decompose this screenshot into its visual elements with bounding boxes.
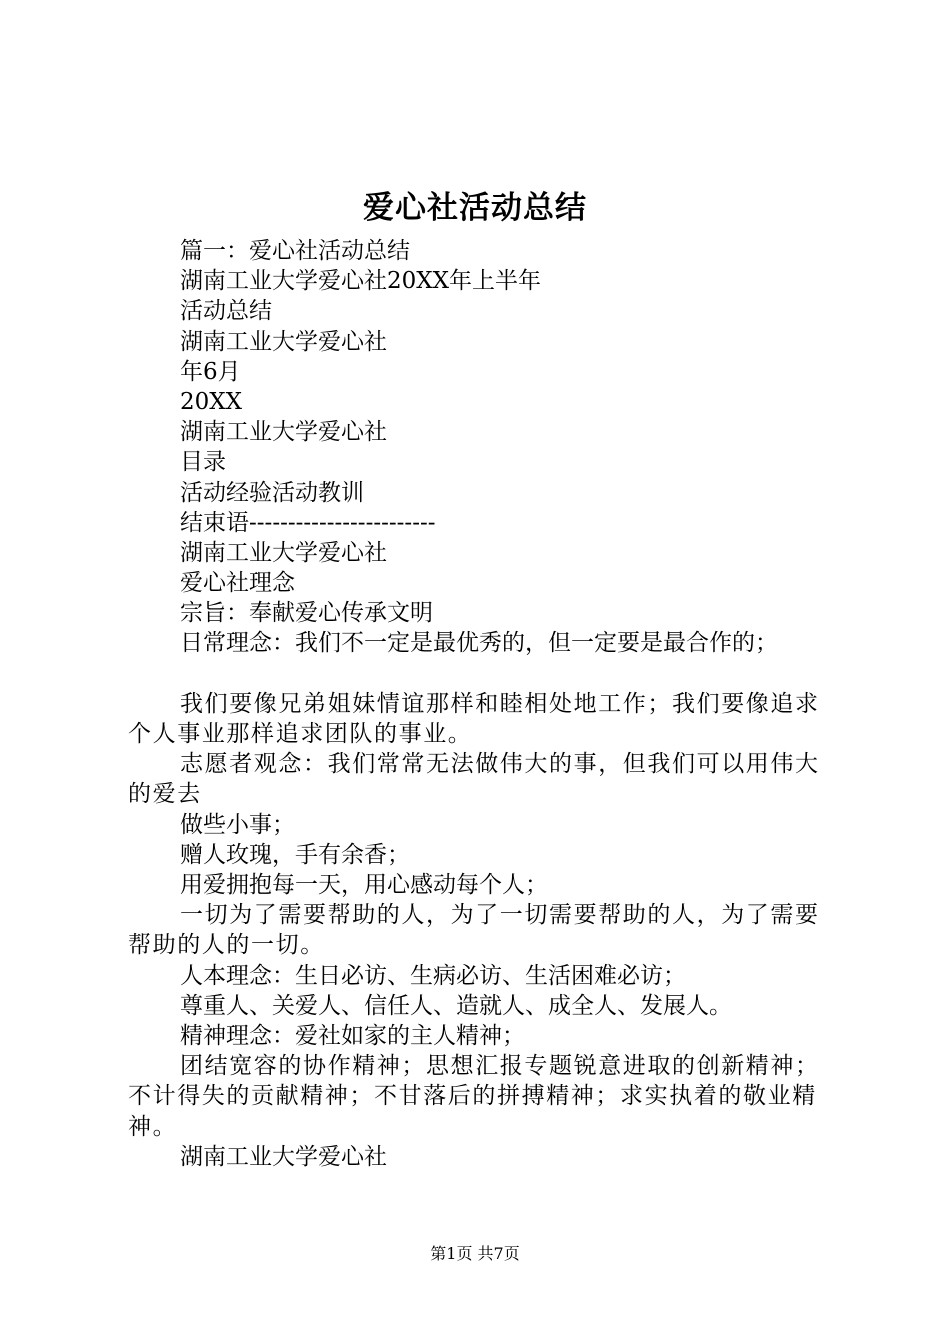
- text-line: 精神理念：爱社如家的主人精神；: [180, 1022, 525, 1049]
- text-line: 活动经验活动教训: [180, 479, 364, 506]
- paragraph: 团结宽容的协作精神；思想汇报专题锐意进取的创新精神；不计得失的贡献精神；不甘落后的拼搏精神；求实执着的敬业精神。: [128, 1053, 820, 1140]
- text-line: 湖南工业大学爱心社: [180, 328, 387, 355]
- text-line: 日常理念：我们不一定是最优秀的，但一定要是最合作的；: [180, 630, 778, 657]
- text-line: 活动总结: [180, 298, 272, 325]
- text-line: 人本理念：生日必访、生病必访、生活困难必访；: [180, 962, 686, 989]
- text-line: 湖南工业大学爱心社: [180, 539, 387, 566]
- text-line: 结束语------------------------: [180, 509, 436, 536]
- page-footer: 第1页 共7页: [430, 1244, 520, 1263]
- text-line: 做些小事；: [180, 811, 295, 838]
- paragraph: 一切为了需要帮助的人，为了一切需要帮助的人，为了需要帮助的人的一切。: [128, 902, 820, 959]
- document-title: 爱心社活动总结: [363, 190, 587, 226]
- document-body: [128, 236, 840, 1172]
- text-line: 湖南工业大学爱心社: [180, 1143, 387, 1170]
- text-line: 宗旨：奉献爱心传承文明: [180, 600, 433, 627]
- text-line: 篇一：爱心社活动总结: [180, 238, 410, 264]
- text-line: 用爱拥抱每一天，用心感动每个人；: [180, 872, 548, 898]
- paragraph: 我们要像兄弟姐妹情谊那样和睦相处地工作；我们要像追求个人事业那样追求团队的事业。: [128, 690, 820, 748]
- text-line: 尊重人、关爱人、信任人、造就人、成全人、发展人。: [180, 992, 732, 1019]
- text-line: 年6月: [180, 358, 241, 385]
- text-line: 20XX: [180, 388, 243, 415]
- paragraph: 志愿者观念：我们常常无法做伟大的事，但我们可以用伟大的爱去: [128, 751, 820, 808]
- text-line: 湖南工业大学爱心社20XX年上半年: [180, 268, 542, 295]
- blank-line: [128, 659, 840, 689]
- text-line: 湖南工业大学爱心社: [180, 419, 387, 446]
- text-line: 赠人玫瑰，手有余香；: [180, 841, 410, 868]
- text-line: 目录: [180, 449, 226, 476]
- text-line: 爱心社理念: [180, 570, 295, 597]
